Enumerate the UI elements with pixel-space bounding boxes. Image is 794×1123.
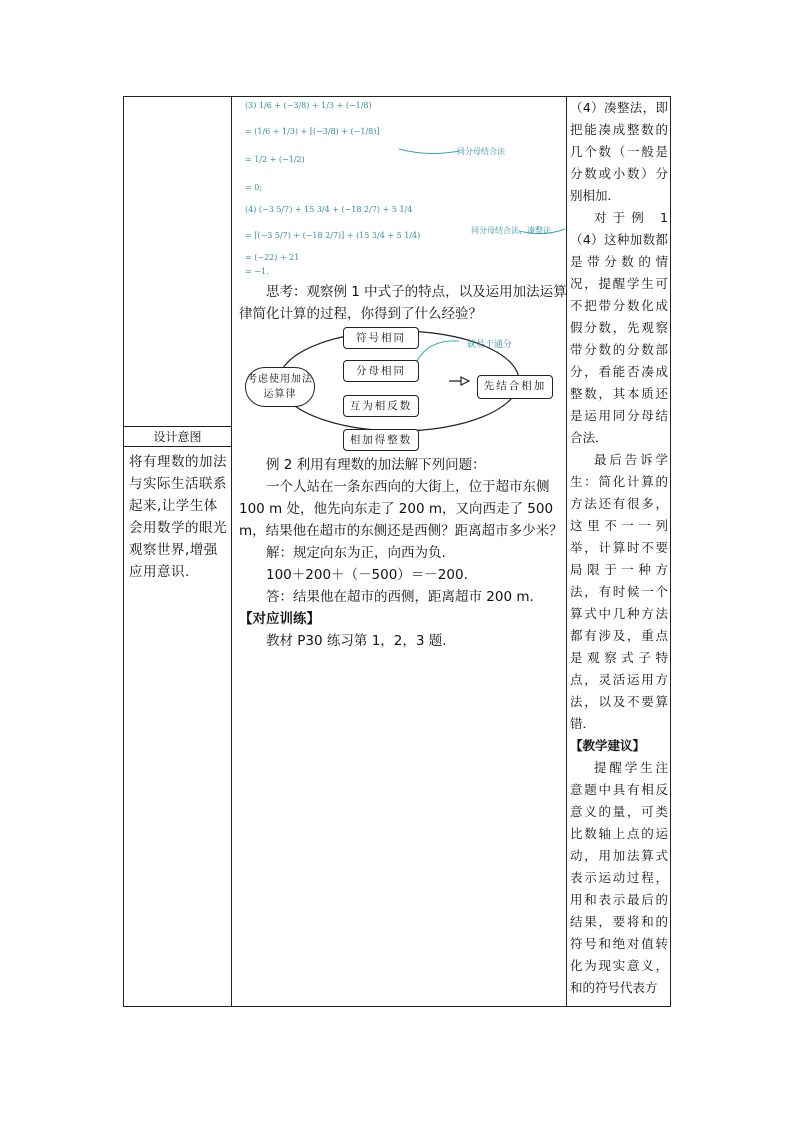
math-line-3: = 1/2 + (−1/2) bbox=[245, 155, 305, 164]
math-line-7: = (−22) + 21 bbox=[245, 253, 300, 262]
training-text: 教材 P30 练习第 1，2，3 题. bbox=[266, 633, 447, 649]
diagram-note-arrow bbox=[417, 341, 459, 361]
right-paragraph-3: 最后告诉学生：简化计算的方法还有很多，这里不一一列举，计算时不要局限于一种方法，有时候一个算式中几种方法都有涉及，重点是观察式子特点，灵活运用方法，以及不要算错． bbox=[570, 452, 668, 731]
annotation-note-2: 同分母结合法、凑整法 bbox=[471, 226, 551, 235]
diagram-result-node: 先结合相加 bbox=[477, 375, 553, 399]
example2-problem: 一个人站在一条东西向的大街上，位于超市东侧 100 m 处，他先向东走了 200 m，又向西走了 500 m，结果他在超市的东侧还是西侧？距离超市多少米？ bbox=[239, 479, 563, 539]
teaching-suggestion-heading: 【教学建议】 bbox=[570, 738, 646, 753]
right-paragraph-4: 提醒学生注意题中具有相反意义的量，可类比数轴上点的运动，用加法算式表示运动过程，用和表示最后的结果，要将和的符号和绝对值转化为现实意义，和的符号代表方 bbox=[570, 760, 668, 995]
design-intent-text: 将有理数的加法与实际生活联系起来,让学生体会用数学的眼光观察世界,增强应用意识. bbox=[129, 454, 227, 580]
think-paragraph: 思考：观察例 1 中式子的特点，以及运用加法运算律简化计算的过程，你得到了什么经验？ bbox=[239, 284, 567, 322]
right-paragraph-1: （4）凑整法，即把能凑成整数的几个数（一般是分数或小数）分别相加． bbox=[570, 100, 668, 203]
diagram-note: 就易于通分 bbox=[467, 340, 513, 350]
diagram-item-2: 分母相同 bbox=[343, 360, 419, 382]
diagram-connector-arrow bbox=[449, 377, 469, 385]
example2-solution-line-1: 解：规定向东为正，向西为负. bbox=[266, 545, 446, 561]
example2-answer: 答：结果他在超市的西侧，距离超市 200 m. bbox=[266, 589, 534, 605]
diagram-item-1: 符号相同 bbox=[343, 327, 419, 349]
math-line-8: = −1. bbox=[245, 267, 269, 276]
annotation-arrow-1 bbox=[399, 149, 459, 154]
lesson-table bbox=[123, 96, 671, 1007]
diagram-center-node: 考虑使用加法运算律 bbox=[245, 367, 315, 407]
design-intent-heading: 设计意图 bbox=[153, 430, 202, 444]
right-column bbox=[568, 97, 670, 999]
example2-title: 例 2 利用有理数的加法解下列问题： bbox=[266, 457, 486, 473]
math-line-5: (4) (−3 5/7) + 15 3/4 + (−18 2/7) + 5 1/4 bbox=[245, 205, 413, 214]
math-line-1: (3) 1/6 + (−3/8) + 1/3 + (−1/8) bbox=[245, 101, 372, 110]
math-line-4: = 0; bbox=[245, 183, 263, 192]
example2-solution-line-2: 100＋200＋（－500）＝－200. bbox=[266, 567, 468, 583]
column-divider-left bbox=[231, 97, 232, 1006]
right-paragraph-2: 对于例 1（4）这种加数都是带分数的情况，提醒学生可不把带分数化成假分数，先观察带分数的分数部分，看能否凑成整数，其本质还是运用同分母结合法． bbox=[570, 210, 668, 445]
math-line-2: = (1/6 + 1/3) + [(−3/8) + (−1/8)] bbox=[245, 127, 380, 136]
math-line-6: = [(−3 5/7) + (−18 2/7)] + (15 3/4 + 5 1/4) bbox=[245, 231, 421, 240]
annotation-note-1: 同分母结合法 bbox=[457, 147, 505, 156]
training-heading: 【对应训练】 bbox=[239, 611, 320, 627]
diagram-item-4: 相加得整数 bbox=[343, 429, 419, 451]
diagram-item-3: 互为相反数 bbox=[343, 395, 419, 417]
